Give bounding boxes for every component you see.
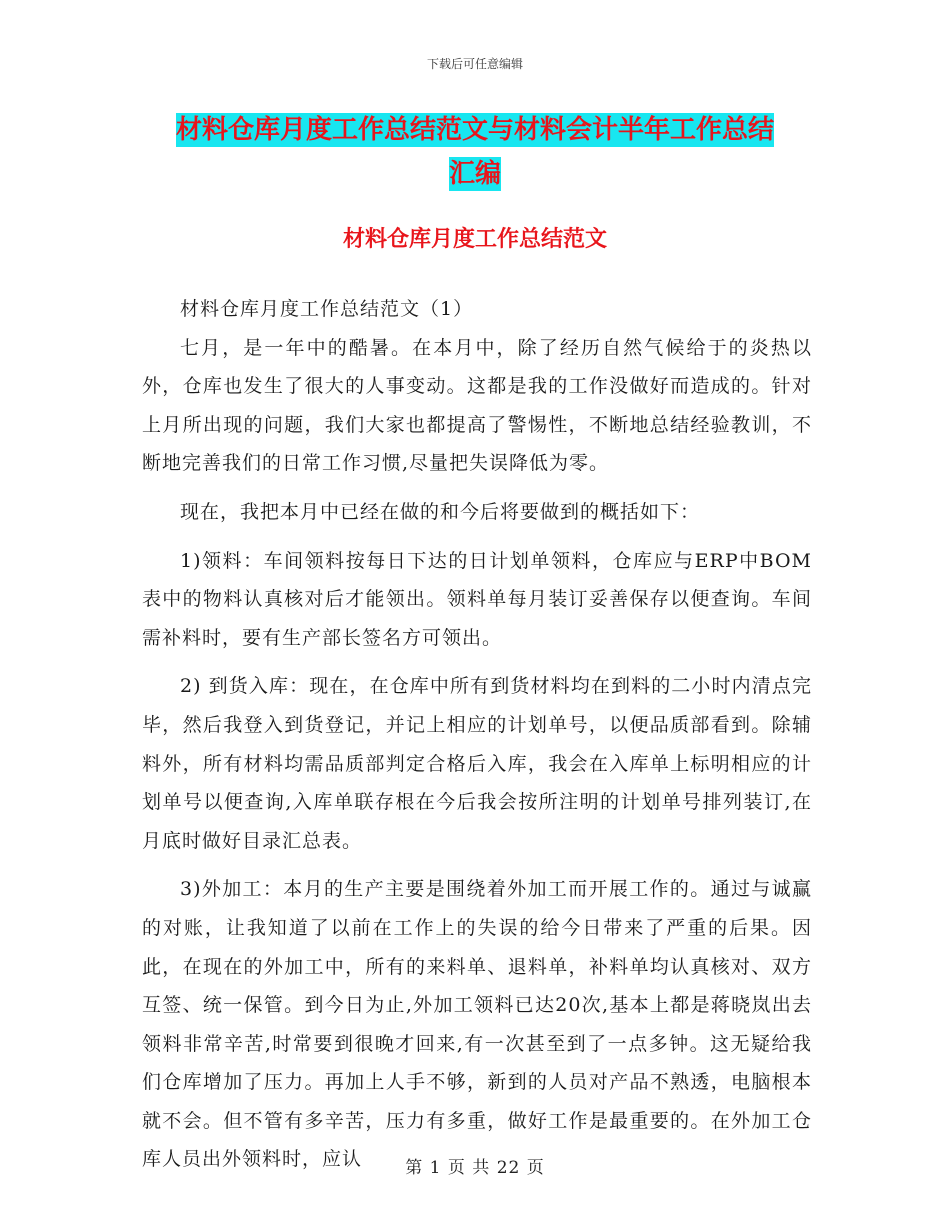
main-title [150, 108, 800, 196]
document-body [142, 290, 812, 1179]
paragraph: 1)领料：车间领料按每日下达的日计划单领料，仓库应与ERP中BOM表中的物料认真核对后才能领出。领料单每月装订妥善保存以便查询。车间需补料时，要有生产部长签名方可领出。 [142, 549, 812, 649]
main-title-line-1: 材料仓库月度工作总结范文与材料会计半年工作总结 [175, 115, 774, 145]
paragraph: 现在，我把本月中已经在做的和今后将要做到的概括如下： [180, 500, 701, 523]
paragraph: 七月，是一年中的酷暑。在本月中，除了经历自然气候给于的炎热以外，仓库也发生了很大的人事变动。这都是我的工作没做好而造成的。针对上月所出现的问题，我们大家也都提高了警惕性，不断地总结经验教训，不断地完善我们的日常工作习惯,尽量把失误降低为零。 [142, 336, 812, 475]
section-title: 材料仓库月度工作总结范文 [342, 227, 607, 252]
paragraph: 3)外加工：本月的生产主要是围绕着外加工而开展工作的。通过与诚赢的对账，让我知道了以前在工作上的失误的给今日带来了严重的后果。因此，在现在的外加工中，所有的来料单、退料单，补料单均认真核对、双方互签、统一保管。到今日为止,外加工领料已达20次,基本上都是蒋晓岚出去领料非常辛苦,时常要到很晚才回来,有一次甚至到了一点多钟。这无疑给我们仓库增加了压力。再加上人手不够，新到的人员对产品不熟透，电脑根本就不会。但不管有多辛苦，压力有多重，做好工作是最重要的。在外加工仓库人员出外领料时，应认 [142, 878, 812, 1171]
page-footer: 第 1 页 共 22 页 [405, 1158, 545, 1178]
main-title-line-2: 汇编 [448, 159, 501, 189]
paragraph: 材料仓库月度工作总结范文（1） [180, 298, 474, 320]
header-note: 下载后可任意编辑 [426, 57, 523, 71]
paragraph: 2) 到货入库：现在，在仓库中所有到货材料均在到料的二小时内清点完毕，然后我登入到货登记，并记上相应的计划单号，以便品质部看到。除辅料外，所有材料均需品质部判定合格后入库，我会在入库单上标明相应的计划单号以便查询,入库单联存根在今后我会按所注明的计划单号排列装订,在月底时做好目录汇总表。 [142, 675, 812, 852]
